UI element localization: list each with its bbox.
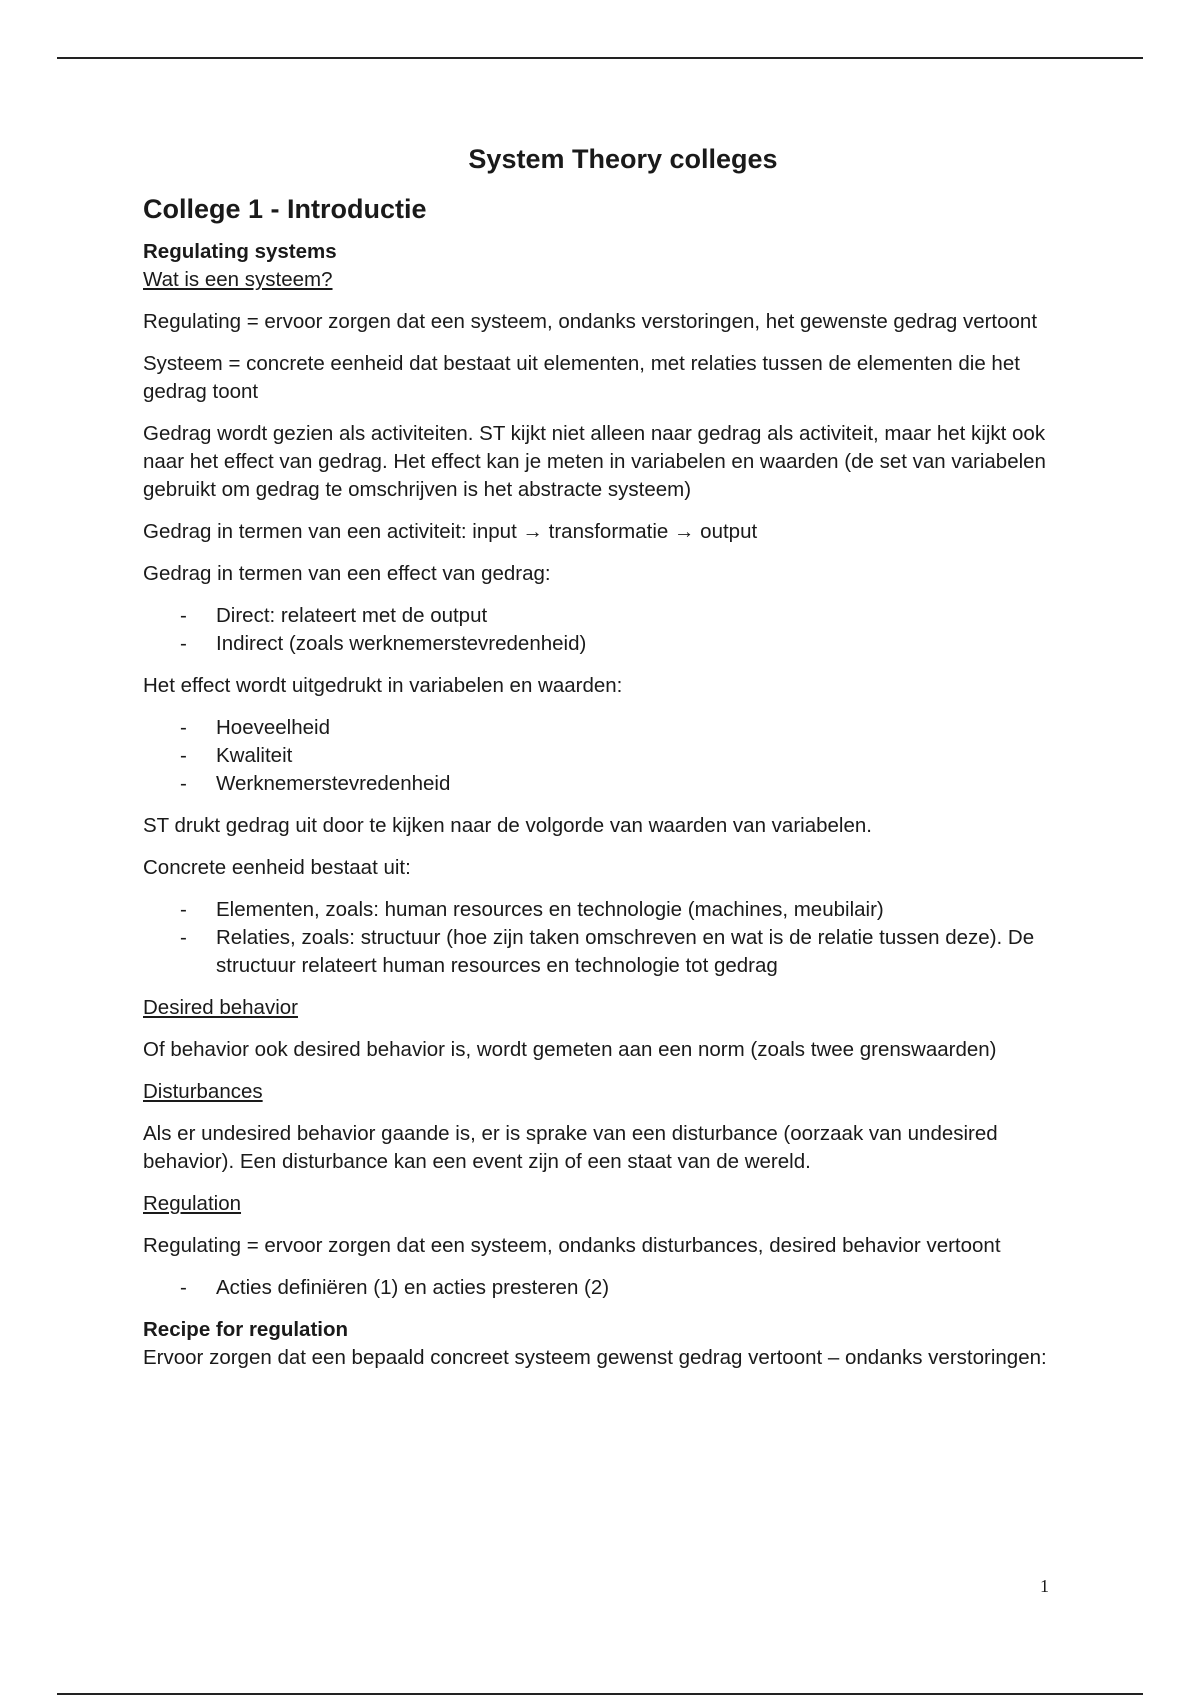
- bullet-dash: -: [180, 898, 187, 921]
- list-item-text: Hoeveelheid: [216, 716, 330, 739]
- list-item: [143, 742, 1063, 770]
- paragraph-recipe: Ervoor zorgen dat een bepaald concreet systeem gewenst gedrag vertoont – ondanks verstoringen:: [143, 1346, 1047, 1369]
- bullet-dash: -: [180, 772, 187, 795]
- list-item: [143, 630, 1063, 658]
- list-item: [143, 770, 1063, 798]
- list-item-text: Elementen, zoals: human resources en technologie (machines, meubilair): [216, 898, 884, 921]
- subheading-desired-behavior: Desired behavior: [143, 996, 298, 1019]
- paragraph-regulating-definition: Regulating = ervoor zorgen dat een systeem, ondanks verstoringen, het gewenste gedrag vertoont: [143, 310, 1038, 333]
- section-heading-recipe-for-regulation: Recipe for regulation: [143, 1318, 349, 1341]
- list-variables: [143, 714, 1063, 798]
- list-item-text: Direct: relateert met de output: [216, 604, 488, 627]
- bottom-rule: [57, 1693, 1143, 1695]
- paragraph-disturbances: Als er undesired behavior gaande is, er is sprake van een disturbance (oorzaak van undesired behavior). Een disturbance kan een event zijn of een staat van de wereld.: [143, 1122, 998, 1173]
- subheading-regulation: Regulation: [143, 1192, 242, 1215]
- paragraph-st-volgorde: ST drukt gedrag uit door te kijken naar de volgorde van waarden van variabelen.: [143, 814, 872, 837]
- subheading-disturbances: Disturbances: [143, 1080, 263, 1103]
- paragraph-desired-behavior: Of behavior ook desired behavior is, wordt gemeten aan een norm (zoals twee grenswaarden): [143, 1038, 997, 1061]
- paragraph-concrete-eenheid: Concrete eenheid bestaat uit:: [143, 856, 411, 879]
- bullet-dash: -: [180, 744, 187, 767]
- paragraph-gedrag-activiteiten: Gedrag wordt gezien als activiteiten. ST kijkt niet alleen naar gedrag als activiteit, maar het kijkt ook naar het effect van gedrag. Het effect kan je meten in variabelen en waarden (de set van variabelen gebruikt om gedrag te omschrijven is het abstracte systeem): [143, 422, 1046, 501]
- college-heading: College 1 - Introductie: [143, 194, 427, 224]
- list-item: [143, 602, 1063, 630]
- paragraph-effect-variabelen: Het effect wordt uitgedrukt in variabelen en waarden:: [143, 674, 623, 697]
- paragraph-gedrag-effect: Gedrag in termen van een effect van gedrag:: [143, 562, 551, 585]
- list-item: [143, 714, 1063, 742]
- list-concrete-unit: [143, 896, 1063, 980]
- list-item-text: Werknemerstevredenheid: [216, 772, 451, 795]
- list-effect-types: [143, 602, 1063, 658]
- subheading-wat-is-een-systeem: Wat is een systeem?: [143, 268, 333, 291]
- page-number: 1: [1040, 1576, 1049, 1596]
- list-item: [143, 1274, 1063, 1302]
- top-rule: [57, 57, 1143, 59]
- list-item-text: Acties definiëren (1) en acties presteren (2): [216, 1276, 610, 1299]
- bullet-dash: -: [180, 604, 187, 627]
- list-item-text: Kwaliteit: [216, 744, 293, 767]
- list-item-text: Relaties, zoals: structuur (hoe zijn taken omschreven en wat is de relatie tussen deze). De structuur relateert human resources en technologie tot gedrag: [216, 926, 1035, 977]
- paragraph-gedrag-activiteit: Gedrag in termen van een activiteit: input → transformatie → output: [143, 520, 758, 543]
- bullet-dash: -: [180, 632, 187, 655]
- bullet-dash: -: [180, 926, 187, 949]
- list-item-text: Indirect (zoals werknemerstevredenheid): [216, 632, 587, 655]
- bullet-dash: -: [180, 1276, 187, 1299]
- list-item: [143, 924, 1063, 980]
- document-body: [143, 142, 1063, 1386]
- list-regulation-actions: [143, 1274, 1063, 1302]
- bullet-dash: -: [180, 716, 187, 739]
- paragraph-regulation: Regulating = ervoor zorgen dat een systeem, ondanks disturbances, desired behavior vertoont: [143, 1234, 1001, 1257]
- list-item: [143, 896, 1063, 924]
- paragraph-systeem-definition: Systeem = concrete eenheid dat bestaat uit elementen, met relaties tussen de elementen die het gedrag toont: [143, 352, 1020, 403]
- section-heading-regulating-systems: Regulating systems: [143, 240, 337, 263]
- document-title: System Theory colleges: [468, 144, 778, 174]
